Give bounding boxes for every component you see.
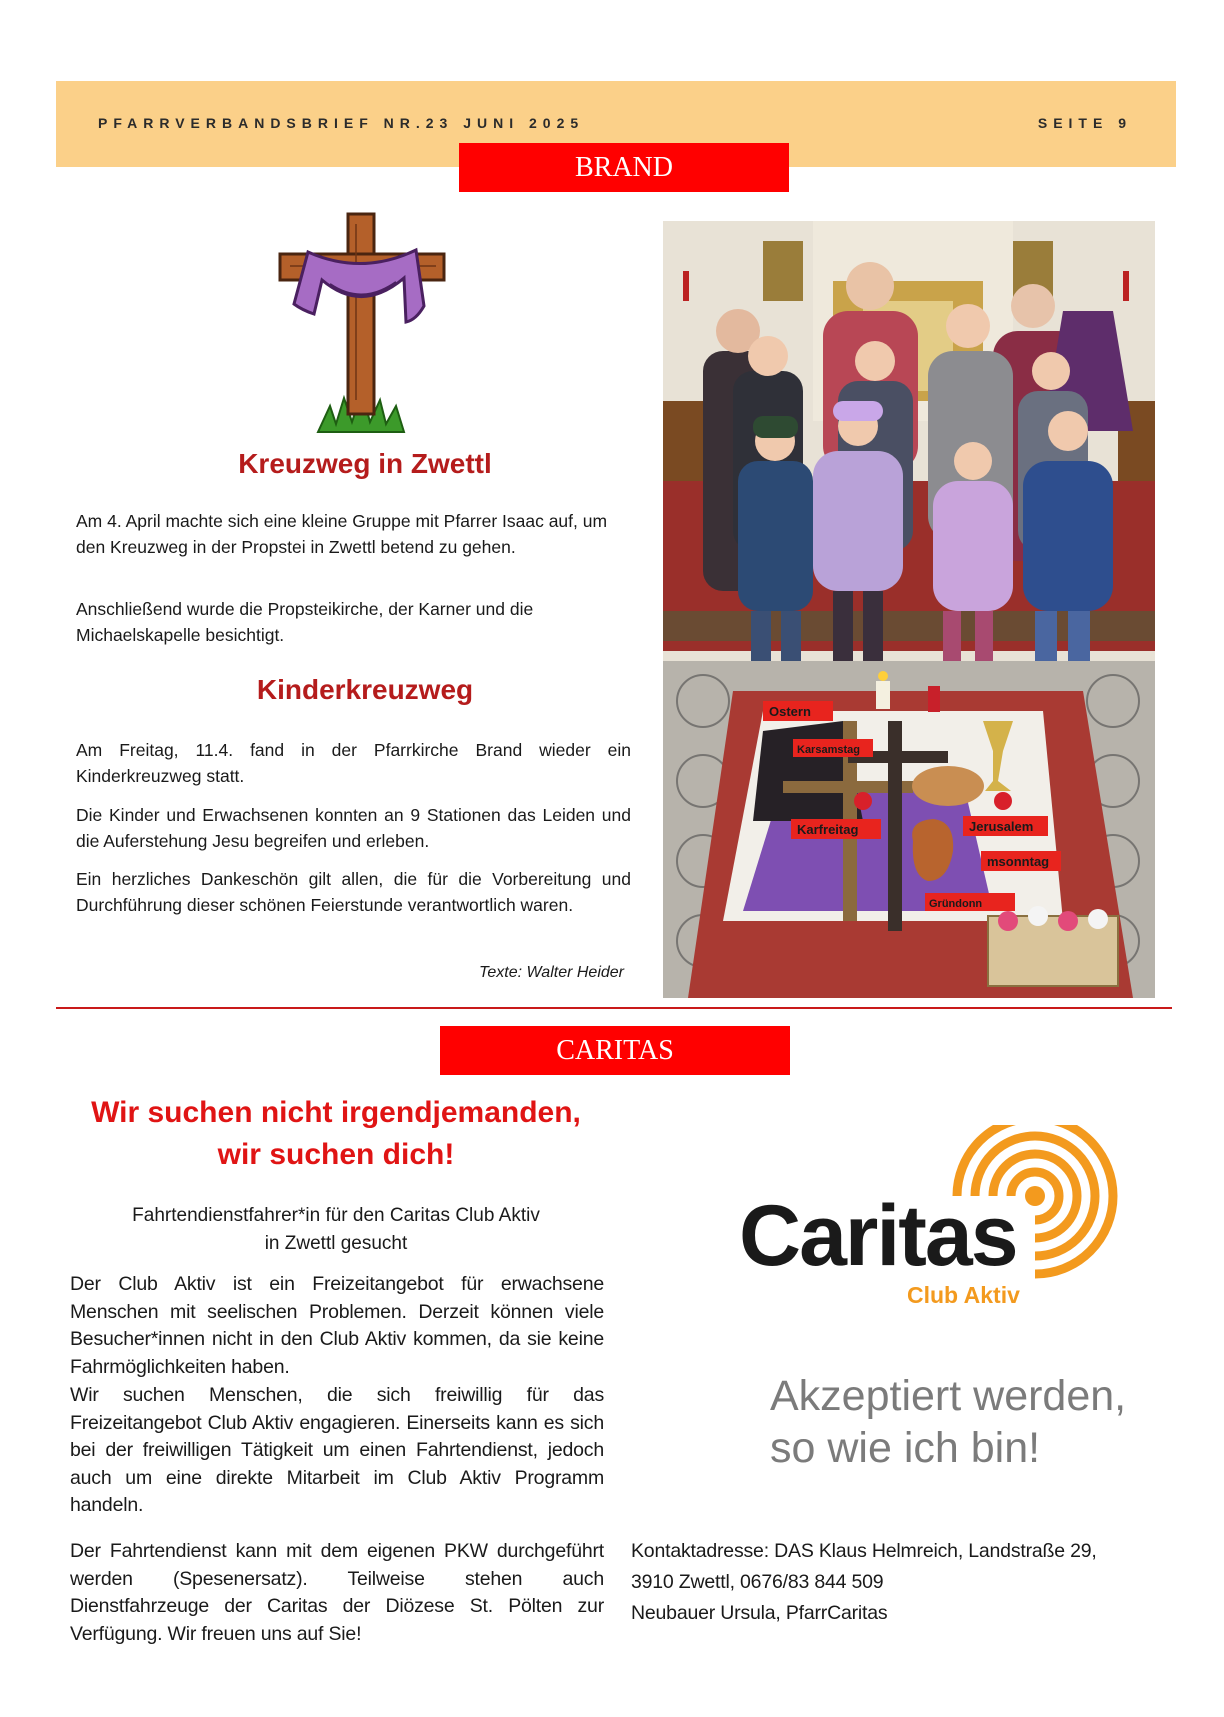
text-credit: Texte: Walter Heider	[479, 964, 624, 981]
caritas-logo-sub: Club Aktiv	[907, 1282, 1020, 1305]
kinderkreuzweg-paragraph-2: Die Kinder und Erwachsenen konnten an 9 Stationen das Leiden und die Auferstehung Jesu begreifen und erleben.	[76, 805, 631, 851]
caritas-headline	[60, 1092, 612, 1176]
section-divider	[56, 1007, 1172, 1009]
photo-label-palmsonntag: msonntag	[987, 854, 1050, 869]
brand-section-banner: BRAND	[459, 143, 789, 192]
caritas-paragraph-3: Der Fahrtendienst kann mit dem eigenen PKW durchgeführt werden (Spesenersatz). Teilweise stehen auch Dienstfahrzeuge der Caritas der Diözese St. Pölten zur Verfügung. Wir freuen uns auf Sie!	[70, 1540, 604, 1645]
caritas-paragraph-2: Wir suchen Menschen, die sich freiwillig für das Freizeitangebot Club Aktiv engagieren. Einerseits kann es sich bei der freiwilligen Tätigkeit um einen Fahrtendienst, jedoch auch um eine direkte Mitarbeit im Club Aktiv Programm handeln.	[70, 1384, 604, 1516]
contact-line-1: Kontaktadresse: DAS Klaus Helmreich, Landstraße 29,	[631, 1540, 1097, 1562]
photo-label-karsamstag: Karsamstag	[797, 744, 860, 756]
caritas-slogan	[770, 1370, 1170, 1474]
kinderkreuzweg-paragraph-1: Am Freitag, 11.4. fand in der Pfarrkirche Brand wieder ein Kinderkreuzweg statt.	[76, 740, 631, 786]
contact-line-3: Neubauer Ursula, PfarrCaritas	[631, 1602, 888, 1624]
page-number: SEITE 9	[1037, 115, 1132, 131]
caritas-rings-icon	[735, 1125, 1125, 1305]
caritas-section-banner: CARITAS	[440, 1026, 790, 1075]
job-title-line-2: in Zwettl gesucht	[264, 1233, 408, 1254]
job-title-line-1: Fahrtendienstfahrer*in für den Caritas Club Aktiv	[132, 1205, 540, 1226]
newsletter-title: PFARRVERBANDSBRIEF NR.23 JUNI 2025	[98, 115, 585, 131]
kinderkreuzweg-paragraph-3: Ein herzliches Dankeschön gilt allen, die für die Vorbereitung und Durchführung dieser schönen Feierstunde verantwortlich waren.	[76, 869, 631, 915]
kreuzweg-paragraph-2: Anschließend wurde die Propsteikirche, der Karner und die Michaelskapelle besichtigt.	[76, 599, 534, 645]
photo-label-karfreitag: Karfreitag	[797, 822, 859, 837]
job-title	[60, 1202, 612, 1258]
slogan-line-2: so wie ich bin!	[770, 1424, 1041, 1472]
slogan-line-1: Akzeptiert werden,	[770, 1372, 1127, 1420]
caritas-headline-line-2: wir suchen dich!	[217, 1138, 455, 1171]
cross-with-cloth-icon	[278, 210, 446, 436]
caritas-club-aktiv-logo	[735, 1125, 1125, 1305]
contact-address	[631, 1536, 1166, 1629]
church-photo-illustration	[663, 221, 1155, 998]
photo-label-gruendonnerstag: Gründonn	[929, 898, 983, 910]
photo-label-ostern: Ostern	[769, 704, 811, 719]
caritas-headline-line-1: Wir suchen nicht irgendjemanden,	[91, 1096, 581, 1129]
kreuzweg-title: Kreuzweg in Zwettl	[238, 448, 492, 479]
contact-line-2: 3910 Zwettl, 0676/83 844 509	[631, 1571, 884, 1593]
caritas-paragraph-1: Der Club Aktiv ist ein Freizeitangebot für erwachsene Menschen mit seelischen Problemen. Derzeit können viele Besucher*innen nicht in den Club Aktiv kommen, da sie keine Fahrmöglichkeiten haben.	[70, 1273, 604, 1378]
kinderkreuzweg-photo	[663, 221, 1155, 998]
kinderkreuzweg-title: Kinderkreuzweg	[256, 674, 474, 705]
photo-label-jerusalem: Jerusalem	[969, 819, 1034, 834]
caritas-logo-word: Caritas	[739, 1188, 1017, 1284]
kreuzweg-paragraph-1: Am 4. April machte sich eine kleine Gruppe mit Pfarrer Isaac auf, um den Kreuzweg in der Propstei in Zwettl betend zu gehen.	[76, 511, 608, 557]
